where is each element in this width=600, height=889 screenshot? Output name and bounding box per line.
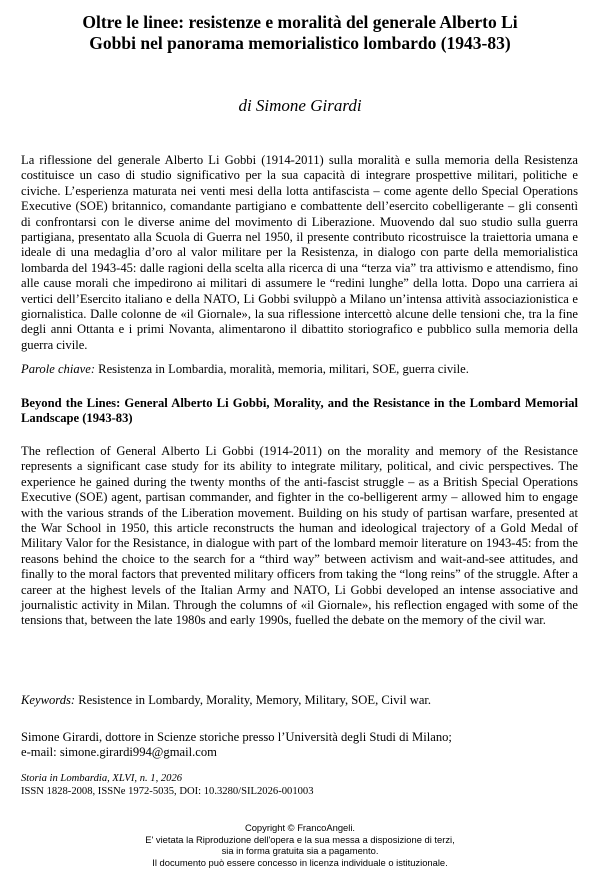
copyright-line: Copyright © FrancoAngeli. <box>244 822 356 833</box>
english-title: Beyond the Lines: General Alberto Li Gobbi, Morality, and the Resistance in the Lombard Memorial Landscape (1943-83) <box>21 396 578 426</box>
abstract-english: The reflection of General Alberto Li Gobbi (1914-2011) on the morality and memory of the Resistance represents a significant case study for its ability to integrate military, political, and civic perspectives. The experience he gained during the twenty months of the anti-fascist struggle – as a British Special Operations Executive (SOE) agent, partisan commander, and fighter in the co-belligerent army – allowed him to engage with the various strands of the Liberation movement. Building on his study of partisan warfare, presented at the War School in 1950, this article reconstructs the human and ideological trajectory of a Gold Medal of Military Valor for the Resistance, in dialogue with part of the lombard memoir literature on 1943-45: from the reasons behind the choice to the search for a “third way” between activism and wait-and-see attitudes, and finally to the moral factors that prevented military officers from taking the “long reins” of the struggle. After a career at the highest levels of the Italian Army and NATO, Li Gobbi developed an intense associative and journalistic activity in Milan. Through the columns of «il Giornale», his reflection engaged with some of the tensions that, between the late 1980s and early 1990s, fuelled the debate on the memory of the civil war. <box>21 444 578 628</box>
author-affiliation: Simone Girardi, dottore in Scienze storiche presso l’Università degli Studi di Milano; <box>21 730 452 744</box>
keywords-italian-text: Resistenza in Lombardia, moralità, memoria, militari, SOE, guerra civile. <box>98 362 469 376</box>
author-byline: di Simone Girardi <box>238 96 362 115</box>
journal-identifiers: ISSN 1828-2008, ISSNe 1972-5035, DOI: 10.3280/SIL2026-001003 <box>21 785 314 797</box>
journal-name: Storia in Lombardia, XLVI, n. 1, 2026 <box>21 773 183 784</box>
keywords-english <box>21 693 578 708</box>
author-affiliation-note <box>21 730 578 761</box>
journal-info <box>21 773 578 798</box>
keywords-english-text: Resistence in Lombardy, Morality, Memory, Military, SOE, Civil war. <box>78 693 432 707</box>
copyright-notice <box>0 822 600 868</box>
abstract-italian: La riflessione del generale Alberto Li Gobbi (1914-2011) sulla moralità e sulla memoria della Resistenza costituisce un caso di studio significativo per la sua capacità di integrare prospettive militari, politiche e civiche. L’esperienza maturata nei venti mesi della lotta antifascista – come agente dello Special Operations Executive (SOE) britannico, comandante partigiano e combattente dell’esercito cobelligerante – gli consentì di confrontarsi con le diverse anime del movimento di Liberazione. Muovendo dal suo studio sulla guerra partigiana, presentato alla Scuola di Guerra nel 1950, il presente contributo ricostruisce la traiettoria umana e ideale di una medaglia d’oro al valor militare per la Resistenza, in dialogo con parte della memorialistica lombarda del 1943-45: dalle ragioni della scelta alla ricerca di una “terza via” tra attivismo e attendismo, fino alle cause morali che impedirono ai militari di assumere le “redini lunghe” della lotta. Dopo una carriera ai vertici dell’Esercito italiano e della NATO, Li Gobbi sviluppò a Milano un’intensa attività associazionistica e giornalistica. Dalle colonne de «il Giornale», la sua riflessione intercettò alcune delle tensioni che, tra la fine degli anni Ottanta e i primi Novanta, alimentarono il dibattito storiografico e pubblico sulla memoria della guerra civile. <box>21 153 578 352</box>
article-title: Oltre le linee: resistenze e moralità del generale Alberto Li Gobbi nel panorama memorialistico lombardo (1943-83) <box>82 12 518 53</box>
author-email[interactable]: e-mail: simone.girardi994@gmail.com <box>21 745 217 760</box>
copyright-line: sia in forma gratuita sia a pagamento. <box>221 845 379 856</box>
keywords-italian <box>21 362 578 377</box>
keywords-italian-label: Parole chiave: <box>21 362 96 376</box>
copyright-line: Il documento può essere concesso in licenza individuale o istituzionale. <box>152 856 448 868</box>
copyright-line: E' vietata la Riproduzione dell'opera e la sua messa a disposizione di terzi, <box>145 833 455 845</box>
keywords-english-label: Keywords: <box>21 693 76 707</box>
